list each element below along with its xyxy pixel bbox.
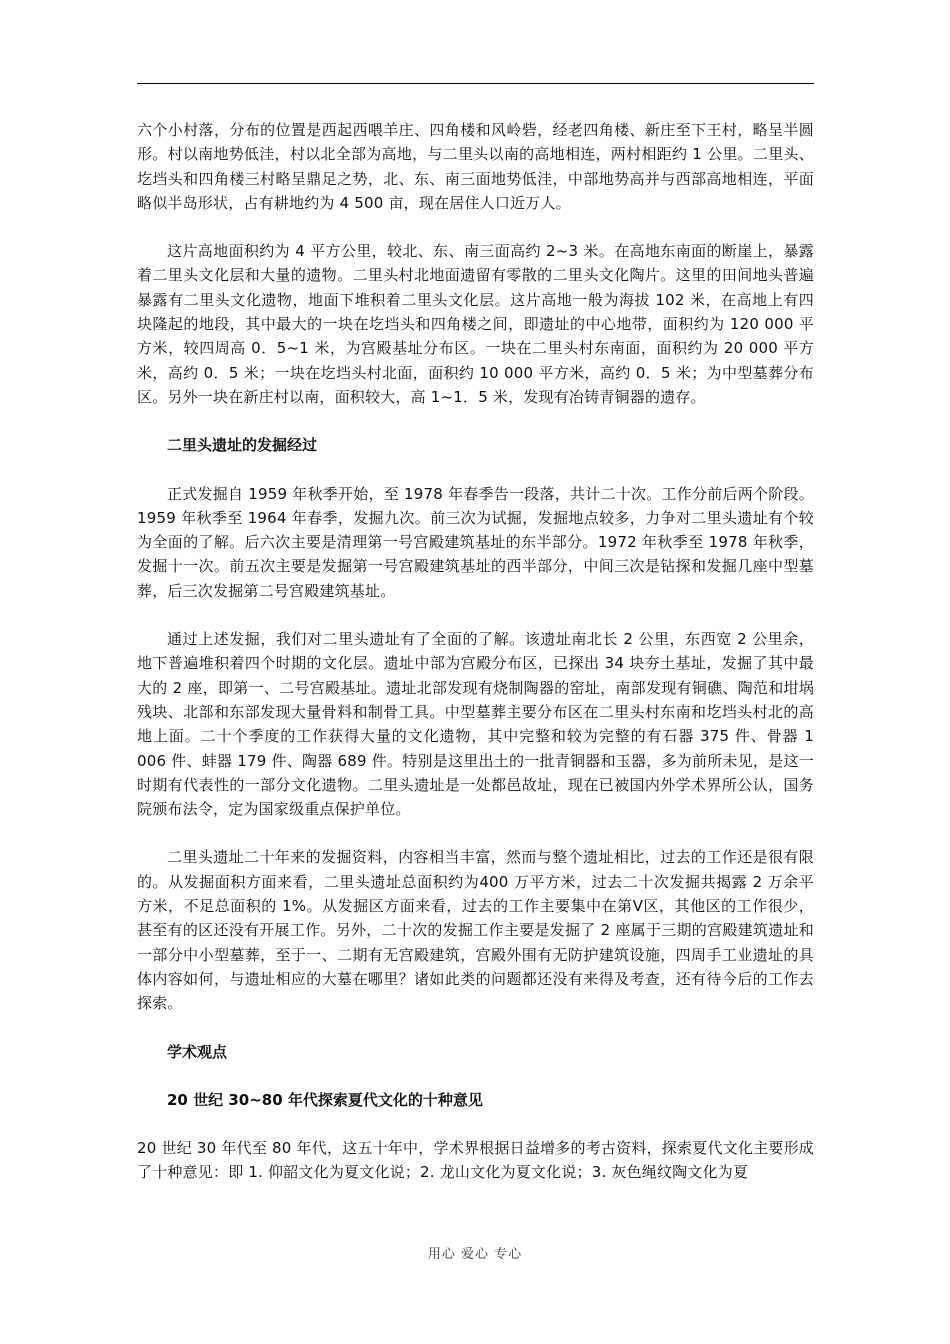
document-body — [137, 118, 814, 1185]
heading-excavation-history: 二里头遗址的发掘经过 — [167, 436, 318, 455]
paragraph-future-work: 二里头遗址二十年来的发掘资料，内容相当丰富，然而与整个遗址相比，过去的工作还是很有限的。从发掘面积方面来看，二里头遗址总面积约为400 万平方米，过去二十次发掘共揭露 2 万余平方米，不足总面积的 1%。从发掘区方面来看，过去的工作主要集中在第Ⅴ区，其他区的工作很少，甚至有的区还没有开展工作。另外，二十次的发掘工作主要是发掘了 2 座属于三期的宫殿建筑遗址和一部分中小型墓葬，至于一、二期有无宫殿建筑，宫殿外围有无防护建筑设施，四周手工业遗址的具体内容如何，与遗址相应的大墓在哪里？诸如此类的问题都还没有来得及考查，还有待今后的工作去探索。 — [137, 848, 814, 1013]
paragraph-site-findings: 通过上述发掘，我们对二里头遗址有了全面的了解。该遗址南北长 2 公里，东西宽 2 公里余，地下普遍堆积着四个时期的文化层。遗址中部为宫殿分布区，已探出 34 块夯土基址，发掘了其中最大的 2 座，即第一、二号宫殿基址。遗址北部发现有烧制陶器的窑址，南部发现有铜礁、陶范和坩埚残块、北部和东部发现大量骨料和制骨工具。中型墓葬主要分布区在二里头村东南和圪垱头村北的高地上面。二十个季度的工作获得大量的文化遗物，其中完整和较为完整的有石器 375 件、骨器 1 006 件、蚌器 179 件、陶器 689 件。特别是这里出土的一批青铜器和玉器，多为前所未见，是这一时期有代表性的一部分文化遗物。二里头遗址是一处都邑故址，现在已被国内外学术界所公认，国务院颁布法令，定为国家级重点保护单位。 — [137, 630, 814, 819]
paragraph-highland: 这片高地面积约为 4 平方公里，较北、东、南三面高约 2~3 米。在高地东南面的断崖上，暴露着二里头文化层和大量的遗物。二里头村北地面遗留有零散的二里头文化陶片。这里的田间地头普遍暴露有二里头文化遗物，地面下堆积着二里头文化层。这片高地一般为海拔 102 米，在高地上有四块隆起的地段，其中最大的一块在圪垱头和四角楼之间，即遗址的中心地带，面积约为 120 000 平方米，较四周高 0．5~1 米，为宫殿基址分布区。一块在二里头村东南面，面积约为 20 000 平方米，高约 0．5 米；一块在圪垱头村北面，面积约 10 000 平方米，高约 0．5 米；为中型墓葬分布区。另外一块在新庄村以南，面积较大，高 1~1．5 米，发现有冶铸青铜器的遗存。 — [137, 242, 814, 406]
heading-academic-views: 学术观点 — [167, 1042, 228, 1061]
heading-ten-opinions: 20 世纪 30~80 年代探索夏代文化的十种意见 — [167, 1090, 483, 1109]
page-footer: 用心 爱心 专心 — [427, 1247, 523, 1262]
paragraph-ten-opinions: 20 世纪 30 年代至 80 年代，这五十年中，学术界根据日益增多的考古资料，探索夏代文化主要形成了十种意见：即 1. 仰韶文化为夏文化说；2. 龙山文化为夏文化说；3. 灰色绳纹陶文化为夏 — [137, 1139, 814, 1182]
header-rule — [137, 83, 814, 84]
paragraph-excavation-phases: 正式发掘自 1959 年秋季开始，至 1978 年春季告一段落，共计二十次。工作分前后两个阶段。1959 年秋季至 1964 年春季，发掘九次。前三次为试掘，发掘地点较多，力争对二里头遗址有个较为全面的了解。后六次主要是清理第一号宫殿建筑基址的东半部分。1972 年秋季至 1978 年秋季，发掘十一次。前五次主要是发掘第一号宫殿建筑基址的西半部分，中间三次是钻探和发掘几座中型墓葬，后三次发掘第二号宫殿建筑基址。 — [137, 484, 814, 600]
paragraph-villages: 六个小村落，分布的位置是西起西喂羊庄、四角楼和风岭砦，经老四角楼、新庄至下王村，略呈半圆形。村以南地势低洼，村以北全部为高地，与二里头以南的高地相连，两村相距约 1 公里。二里头、圪垱头和四角楼三村略呈鼎足之势，北、东、南三面地势低洼，中部地势高并与西部高地相连，平面略似半岛形状，占有耕地约为 4 500 亩，现在居住人口近万人。 — [137, 121, 814, 212]
